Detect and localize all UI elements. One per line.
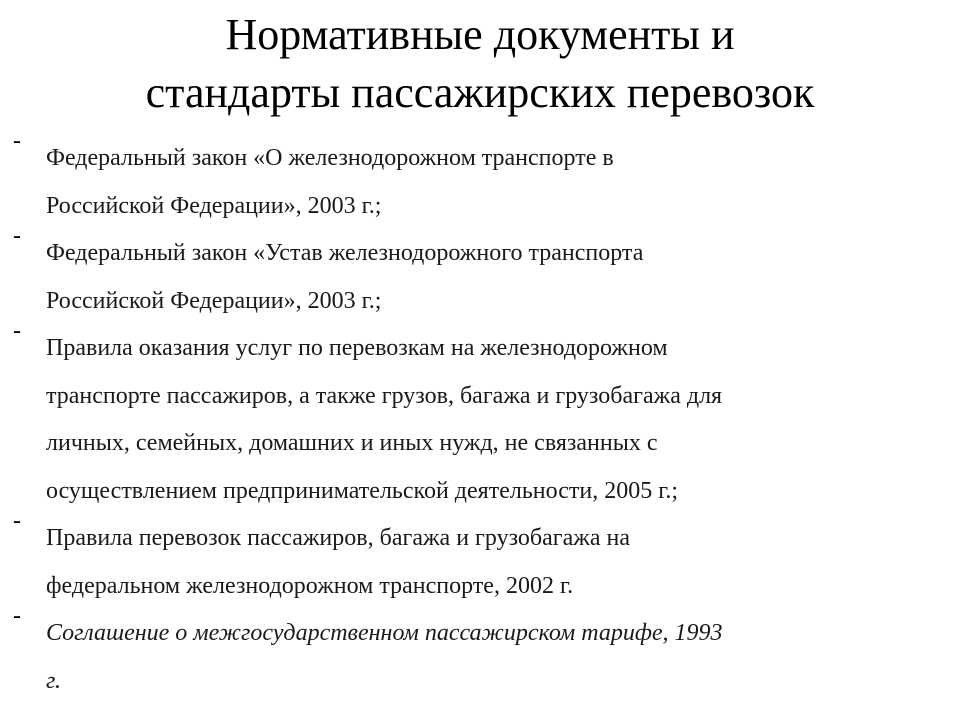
list-item-text: [46, 230, 946, 325]
list-item-railway-charter: [0, 223, 960, 325]
list-item-line: Российской Федерации», 2003 г.;: [46, 192, 382, 219]
list-item-line: осуществлением предпринимательской деятельности, 2005 г.;: [46, 477, 678, 504]
list-item-line: г.: [46, 667, 62, 694]
bullet-dash-icon: -: [13, 128, 21, 154]
document-list: [0, 128, 960, 705]
list-item-line: Правила оказания услуг по перевозкам на железнодорожном: [46, 335, 668, 361]
list-item-transport-rules: [0, 508, 960, 610]
list-item-line: Федеральный закон «Устав железнодорожного транспорта: [46, 240, 644, 266]
list-item-line: федеральном железнодорожном транспорте, 2002 г.: [46, 572, 574, 599]
bullet-dash-icon: -: [13, 318, 21, 344]
list-item-federal-law-railway-transport: [0, 128, 960, 230]
list-item-line: транспорте пассажиров, а также грузов, багажа и грузобагажа для: [46, 382, 723, 409]
list-item-line: личных, семейных, домашних и иных нужд, не связанных с: [46, 430, 658, 456]
list-item-text: [46, 515, 946, 610]
list-item-line: Правила перевозок пассажиров, багажа и грузобагажа на: [46, 525, 631, 551]
list-item-tariff-agreement: [0, 603, 960, 705]
list-item-service-rules: [0, 318, 960, 515]
bullet-dash-icon: -: [13, 223, 21, 249]
bullet-dash-icon: -: [13, 603, 21, 629]
list-item-text: [46, 135, 946, 230]
slide-title: [0, 6, 960, 122]
slide-title-line-1: Нормативные документы и: [225, 10, 735, 59]
list-item-line: Федеральный закон «О железнодорожном транспорте в: [46, 145, 614, 171]
list-item-text: [46, 325, 946, 515]
slide-title-line-2: стандарты пассажирских перевозок: [145, 68, 815, 117]
list-item-line: Российской Федерации», 2003 г.;: [46, 287, 382, 314]
list-item-text: [46, 610, 946, 705]
bullet-dash-icon: -: [13, 508, 21, 534]
list-item-line: Соглашение о межгосударственном пассажирском тарифе, 1993: [46, 620, 723, 646]
